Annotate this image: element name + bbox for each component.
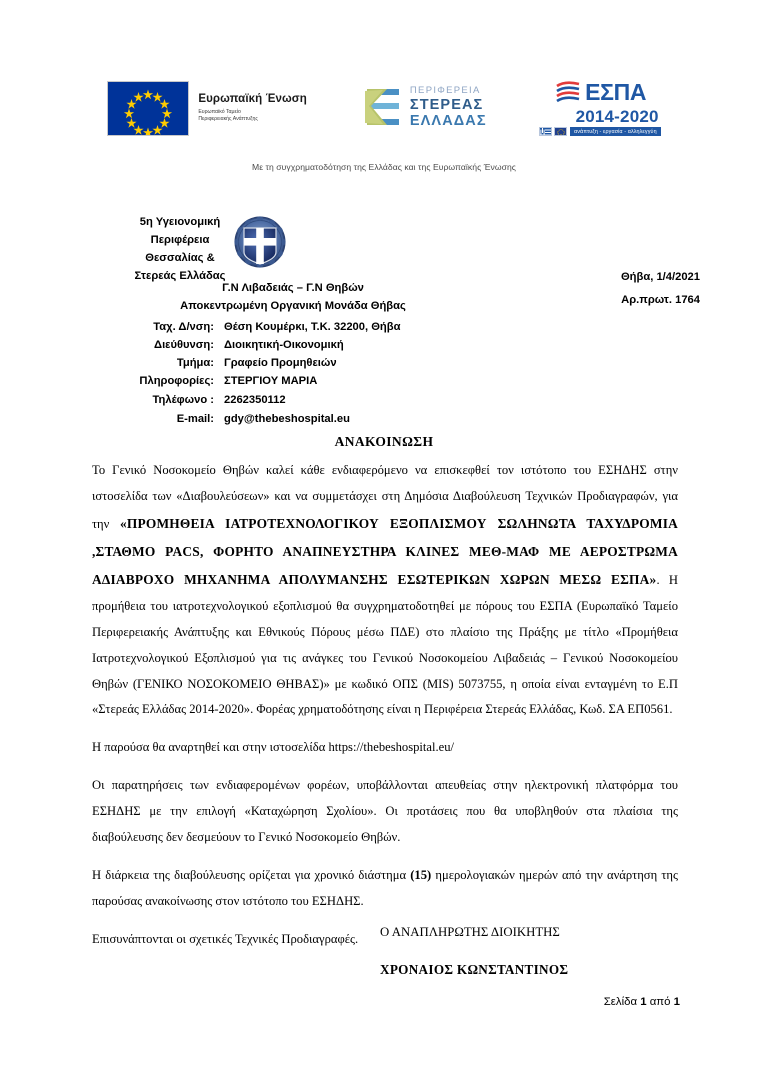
paragraph-duration-text-a: Η διάρκεια της διαβούλευσης ορίζεται για χρονικό διάστημα [92,868,411,883]
field-label-direction: Διεύθυνση: [154,339,214,352]
logo-bar [0,68,768,148]
organization-line-1: 5η Υγειονομική [139,216,221,228]
cofunding-note: Με τη συγχρηματοδότηση της Ελλάδας και της Ευρωπαϊκής Ένωσης [252,162,516,172]
paragraph-intro-text-a: Το Γενικό Νοσοκομείο Θηβών καλεί κάθε ενδιαφερόμενο να επισκεφθεί τον ιστότοπο του ΕΣΗΔΗΣ στην ιστοσελίδα των «Διαβουλεύσεων» και να συμμετάσχει στη Δημόσια Διαβούλευση Τεχνικών Προδιαγραφών, για την [92,463,678,531]
signature-name: ΧΡΟΝΑΙΟΣ ΚΩΝΣΤΑΝΤΙΝΟΣ [380,962,569,977]
field-row-contact [128,372,400,390]
field-label-contact: Πληροφορίες: [139,375,214,388]
field-row-phone [128,391,400,409]
paragraph-website [92,735,678,761]
signature-role: Ο ΑΝΑΠΛΗΡΩΤΗΣ ΔΙΟΙΚΗΤΗΣ [380,925,560,939]
letterhead-top [0,210,768,313]
espa-tagline: ανάπτυξη - εργασία - αλληλεγγύη [570,127,661,136]
letterhead-fields [128,318,400,409]
organization-name [128,213,232,286]
region-logo-text [410,86,487,129]
espa-logo [541,80,661,136]
paragraph-comments-text: Οι παρατηρήσεις των ενδιαφερομένων φορέων, υποβάλλονται απευθείας στην ηλεκτρονική πλατφόρμα του ΕΣΗΔΗΣ με την επιλογή «Καταχώρηση Σχολίου». Οι προτάσεις που θα υποβληθούν στα πλαίσια της διαβούλευσης δεν δεσμεύουν το Γενικό Νοσοκομείο Θηβών. [92,778,678,845]
letterhead [0,210,768,425]
eu-title: Ευρωπαϊκή Ένωση [198,93,307,106]
letterhead-meta [520,266,700,312]
organization-line-3: Θεσσαλίας & [145,252,215,265]
field-row-direction [128,336,400,354]
paragraph-duration [92,863,678,915]
espa-logo-top [555,80,646,106]
paragraph-comments [92,773,678,851]
paragraph-intro [92,458,678,723]
espa-wordmark: ΕΣΠΑ [585,79,647,106]
field-value-email[interactable]: gdy@thebeshospital.eu [224,413,350,425]
espa-swoosh-icon [555,80,581,106]
field-value-department: Γραφείο Προμηθειών [224,357,337,370]
region-sigma-mark-icon [361,85,403,131]
protocol-number: Αρ.πρωτ. 1764 [621,293,700,306]
field-row-department [128,354,400,372]
espa-logo-bottom [541,127,661,136]
field-row-email [128,413,350,425]
footer-total-pages: 1 [673,996,680,1008]
espa-years: 2014-2020 [575,106,659,126]
document-date: Θήβα, 1/4/2021 [620,271,700,283]
footer-current-page: 1 [640,996,647,1008]
footer-middle: από [646,996,674,1008]
field-label-address: Ταχ. Δ/νση: [153,321,214,333]
greece-flag-icon [539,127,552,136]
field-value-contact: ΣΤΕΡΓΙΟΥ ΜΑΡΙΑ [224,375,318,388]
region-line-2: ΣΤΕΡΕΑΣ [409,97,484,114]
eu-subtitle-line1: Ευρωπαϊκό Ταμείο [198,108,241,115]
espa-flags [539,127,567,136]
paragraph-website-text: Η παρούσα θα αναρτηθεί και στην ιστοσελίδα https://thebeshospital.eu/ [92,740,455,755]
field-row-address [128,318,400,336]
paragraph-intro-text-b: . Η προμήθεια του ιατροτεχνολογικού εξοπλισμού θα συγχρηματοδοτηθεί με πόρους του ΕΣΠΑ (Ευρωπαϊκό Ταμείο Περιφερειακής Ανάπτυξης και Εθνικούς Πόρους μέσω ΠΔΕ) στο πλαίσιο της Πράξης με τίτλο «Προμήθεια Ιατροτεχνολογικού Εξοπλισμού για τις ανάγκες του Γενικού Νοσοκομείου Λιβαδειάς – Γενικού Νοσοκομείου Θηβών (ΓΕΝΙΚΟ ΝΟΣΟΚΟΜΕΙΟ ΘΗΒΑΣ)» με κωδικό ΟΠΣ (MIS) 5073755, η οποία είναι ενταγμένη το Ε.Π «Στερεάς Ελλάδας 2014-2020». Φορέας χρηματοδότησης είναι η Περιφέρεια Στερεάς Ελλάδας, Κωδ. ΣΑ ΕΠ0561. [92,572,678,717]
page-title: ΑΝΑΚΟΙΝΩΣΗ [334,434,434,449]
hospital-unit-name [128,279,458,315]
paragraph-attachments-text: Επισυνάπτονται οι σχετικές Τεχνικές Προδιαγραφές. [92,932,359,946]
page-footer [0,996,768,1008]
greek-coat-of-arms-icon [232,215,288,273]
field-value-phone: 2262350112 [224,393,286,406]
field-label-department: Τμήμα: [176,357,214,370]
procurement-title: «ΠΡΟΜΗΘΕΙΑ ΙΑΤΡΟΤΕΧΝΟΛΟΓΙΚΟΥ ΕΞΟΠΛΙΣΜΟΥ ΣΩΛΗΝΩΤΑ ΤΑΧΥΔΡΟΜΙΑ ,ΣΤΑΘΜΟ PACS, ΦΟΡΗΤΟ ΑΝΑΠΝΕΥΣΤΗΡΑ ΚΛΙΝΕΣ ΜΕΘ-ΜΑΦ ΜΕ ΑΕΡΟΣΤΡΩΜΑ ΑΔΙΑΒΡΟΧΟ ΜΗΧΑΝΗΜΑ ΑΠΟΛΥΜΑΝΣΗΣ ΕΣΩΤΕΡΙΚΩΝ ΧΩΡΩΝ ΜΕΣΩ ΕΣΠΑ» [92,515,678,587]
european-union-flag-icon [107,81,189,136]
hospital-line: Γ.Ν Λιβαδειάς – Γ.Ν Θηβών [222,282,364,294]
field-value-address: Θέση Κουμέρκι, Τ.Κ. 32200, Θήβα [224,321,401,333]
region-sterea-ellada-logo [361,85,487,131]
european-union-logo [107,81,307,136]
organization-line-2: Περιφέρεια [150,234,210,247]
document-body [92,458,678,965]
unit-line: Αποκεντρωμένη Οργανική Μονάδα Θήβας [180,300,406,313]
footer-prefix: Σελίδα [603,996,641,1008]
duration-days-count: (15) [410,868,432,883]
european-union-logo-text [198,93,307,122]
field-label-email: E-mail: [176,413,214,425]
eu-flag-mini-icon [554,127,567,136]
organization-line-4: Στερεάς Ελλάδας [134,270,226,283]
field-value-direction: Διοικητική-Οικονομική [224,339,344,352]
paragraph-duration-text-b: ημερολογιακών ημερών από την ανάρτηση της παρούσας ανακοίνωσης στον ιστότοπο του ΕΣΗΔΗΣ. [92,868,678,909]
eu-subtitle-line2: Περιφερειακής Ανάπτυξης [198,115,258,122]
field-label-phone: Τηλέφωνο : [152,393,214,406]
region-line-1: ΠΕΡΙΦΕΡΕΙΑ [409,85,481,97]
eu-subtitle [198,109,307,123]
region-line-3: ΕΛΛΑΔΑΣ [409,113,487,130]
